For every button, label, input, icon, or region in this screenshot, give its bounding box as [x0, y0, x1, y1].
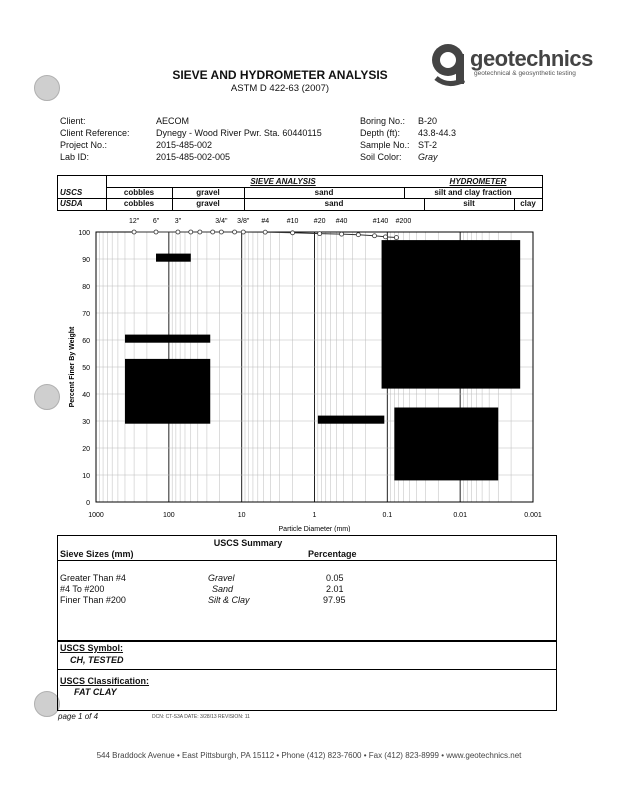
- data-point: [198, 230, 202, 234]
- sieve-size-label: 12": [128, 218, 140, 225]
- summary-type: Gravel: [208, 573, 235, 583]
- y-tick-label: 40: [82, 392, 90, 399]
- summary-title: USCS Summary: [213, 538, 283, 548]
- boring-no-value: B-20: [418, 116, 438, 126]
- project-no-label: Project No.:: [60, 140, 108, 150]
- sieve-size-label: #40: [335, 218, 348, 225]
- gradation-chart: [60, 212, 550, 532]
- uscs-sand: sand: [314, 188, 334, 197]
- data-point: [233, 230, 237, 234]
- logo-wordmark: geotechnics: [470, 46, 593, 71]
- summary-size: Finer Than #200: [60, 595, 126, 605]
- data-point: [318, 232, 322, 236]
- y-tick-label: 30: [82, 419, 90, 426]
- data-point: [394, 236, 398, 240]
- usda-clay: clay: [520, 199, 536, 208]
- redaction-block: [394, 408, 498, 481]
- summary-type: Sand: [212, 584, 234, 594]
- depth-value: 43.8-44.3: [418, 128, 457, 138]
- soil-color-value: Gray: [418, 152, 438, 162]
- x-tick-label: 0.01: [453, 512, 467, 519]
- uscs-cobbles: cobbles: [123, 188, 155, 197]
- sieve-size-label: 3/4": [215, 218, 228, 225]
- y-tick-label: 50: [82, 365, 90, 372]
- sieve-size-label: 3": [174, 218, 182, 225]
- usda-silt: silt: [463, 199, 475, 208]
- y-tick-label: 100: [78, 230, 90, 237]
- client-reference-label: Client Reference:: [60, 128, 130, 138]
- sieve-size-label: #200: [395, 218, 412, 225]
- y-tick-label: 70: [82, 311, 90, 318]
- page-number: page 1 of 4: [58, 712, 99, 721]
- data-point: [373, 234, 377, 238]
- usda-gravel: gravel: [196, 199, 220, 208]
- data-point: [189, 230, 193, 234]
- binder-hole: [34, 384, 60, 410]
- x-tick-label: 1: [312, 512, 317, 519]
- data-point: [241, 230, 245, 234]
- data-point: [132, 230, 136, 234]
- summary-size: #4 To #200: [60, 584, 105, 594]
- depth-label: Depth (ft):: [360, 128, 401, 138]
- form-revision: DCN: CT-S3A DATE: 3/28/13 REVISION: 11: [152, 714, 250, 720]
- data-point: [219, 230, 223, 234]
- uscs-summary-box: [57, 535, 557, 642]
- hydrometer-heading: HYDROMETER: [449, 177, 507, 186]
- data-point: [356, 233, 360, 237]
- lab-id-value: 2015-485-002-005: [156, 152, 231, 162]
- uscs-row-label: USCS: [60, 188, 83, 197]
- logo-tagline: geotechnical & geosynthetic testing: [474, 70, 576, 77]
- summary-type: Silt & Clay: [208, 595, 250, 605]
- data-point: [263, 230, 267, 234]
- usda-sand: sand: [324, 199, 344, 208]
- soil-color-label: Soil Color:: [360, 152, 402, 162]
- sieve-sizes-header: Sieve Sizes (mm): [60, 549, 134, 559]
- redaction-block: [382, 240, 521, 389]
- y-tick-label: 0: [86, 500, 90, 507]
- sieve-analysis-heading: SIEVE ANALYSIS: [250, 177, 316, 186]
- sieve-size-label: #20: [313, 218, 326, 225]
- sieve-size-label: 3/8": [237, 218, 250, 225]
- redaction-block: [318, 416, 384, 424]
- page-title: SIEVE AND HYDROMETER ANALYSIS: [172, 68, 388, 82]
- uscs-silt-clay: silt and clay fraction: [434, 188, 512, 197]
- summary-percentage: 0.05: [326, 573, 344, 583]
- sieve-size-label: 6": [152, 218, 160, 225]
- percentage-header: Percentage: [308, 549, 357, 559]
- redaction-block: [125, 335, 210, 343]
- usda-cobbles: cobbles: [123, 199, 155, 208]
- x-tick-label: 0.1: [382, 512, 393, 519]
- usda-row-label: USDA: [60, 199, 83, 208]
- y-tick-label: 90: [82, 257, 90, 264]
- redaction-block: [156, 254, 191, 262]
- sample-no-label: Sample No.:: [360, 140, 410, 150]
- uscs-gravel: gravel: [196, 188, 220, 197]
- client-value: AECOM: [156, 116, 190, 126]
- boring-no-label: Boring No.:: [360, 116, 406, 126]
- y-tick-label: 60: [82, 338, 90, 345]
- y-tick-label: 10: [82, 473, 90, 480]
- uscs-classification-heading: USCS Classification:: [60, 676, 150, 686]
- data-point: [291, 231, 295, 235]
- data-point: [211, 230, 215, 234]
- x-tick-label: 10: [237, 512, 246, 519]
- client-label: Client:: [60, 116, 86, 126]
- uscs-classification-value: FAT CLAY: [74, 687, 117, 697]
- data-point: [154, 230, 158, 234]
- summary-size: Greater Than #4: [60, 573, 126, 583]
- uscs-symbol-value: CH, TESTED: [70, 655, 124, 665]
- lab-id-label: Lab ID:: [60, 152, 90, 162]
- x-tick-label: 1000: [88, 512, 104, 519]
- sample-no-value: ST-2: [418, 140, 438, 150]
- sieve-size-label: #10: [286, 218, 299, 225]
- project-no-value: 2015-485-002: [156, 140, 213, 150]
- uscs-symbol-heading: USCS Symbol:: [60, 643, 124, 653]
- y-tick-label: 80: [82, 284, 90, 291]
- sieve-size-label: #4: [261, 218, 270, 225]
- data-point: [383, 235, 387, 239]
- summary-percentage: 2.01: [326, 584, 344, 594]
- company-address: 544 Braddock Avenue • East Pittsburgh, PA 15112 • Phone (412) 823-7600 • Fax (412) 823-8999 • www.geotechnics.net: [96, 751, 522, 760]
- y-tick-label: 20: [82, 446, 90, 453]
- x-tick-label: 0.001: [524, 512, 542, 519]
- page-subtitle: ASTM D 422-63 (2007): [230, 83, 330, 94]
- x-axis-title: Particle Diameter (mm): [278, 526, 351, 532]
- redaction-block: [125, 359, 210, 424]
- data-point: [340, 232, 344, 236]
- data-point: [176, 230, 180, 234]
- uscs-symbol-box: [57, 640, 557, 670]
- soil-classification-strip: [57, 175, 543, 211]
- x-tick-label: 100: [162, 512, 175, 519]
- y-axis-title: Percent Finer By Weight: [69, 326, 76, 408]
- client-reference-value: Dynegy - Wood River Pwr. Sta. 60440115: [156, 128, 322, 138]
- sieve-size-label: #140: [372, 218, 389, 225]
- uscs-classification-box: [57, 668, 557, 711]
- summary-percentage: 97.95: [323, 595, 346, 605]
